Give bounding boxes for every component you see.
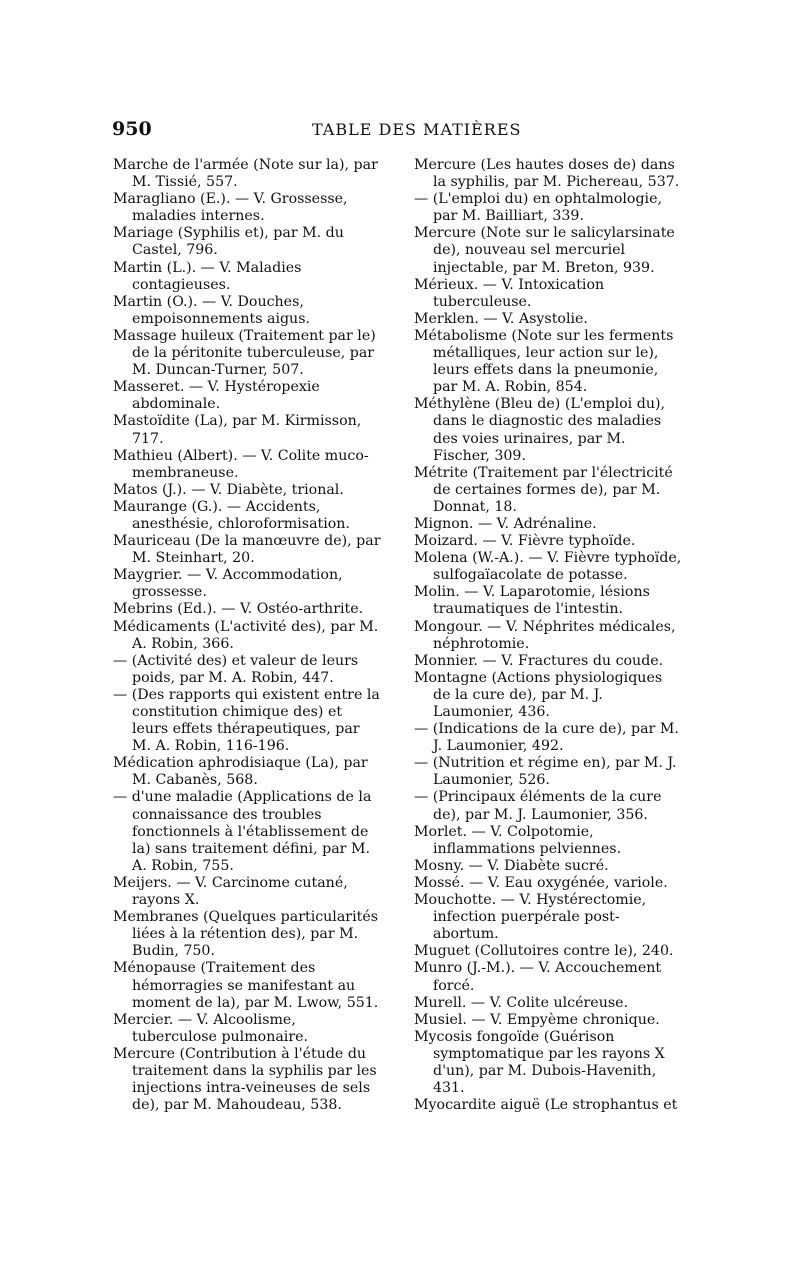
index-entry: Mauriceau (De la manœuvre de), par M. Steinhart, 20. [113, 533, 381, 567]
index-entry: Méthylène (Bleu de) (L'emploi du), dans le diagnostic des maladies des voies urinaires, par M. Fischer, 309. [414, 396, 665, 464]
index-entry: — d'une maladie (Applications de la connaissance des troubles fonctionnels à l'établissement de la) sans traitement défini, par M. A. Robin, 755. [113, 789, 372, 874]
index-entry: — (Des rapports qui existent entre la constitution chimique des) et leurs effets thérapeutiques, par M. A. Robin, 116-196. [113, 686, 380, 755]
index-column-right [414, 157, 682, 1114]
index-entry: Mongour. — V. Néphrites médicales, néphrotomie. [414, 618, 676, 652]
index-entry: Médication aphrodisiaque (La), par M. Cabanès, 568. [113, 755, 368, 789]
index-entry: — (L'emploi du) en ophtalmologie, par M. Bailliart, 339. [414, 191, 662, 225]
page-header [112, 118, 682, 142]
index-entry: Mycosis fongoïde (Guérison symptomatique par les rayons X d'un), par M. Dubois-Havenith, 431. [414, 1028, 665, 1097]
index-entry: Mouchotte. — V. Hystérectomie, infection puerpérale post-abortum. [414, 892, 647, 943]
index-entry: Médicaments (L'activité des), par M. A. Robin, 366. [113, 618, 379, 652]
index-entry: Mebrins (Ed.). — V. Ostéo-arthrite. [113, 601, 364, 618]
index-entry: Meijers. — V. Carcinome cutané, rayons X. [113, 874, 348, 909]
index-entry: Métrite (Traitement par l'électricité de certaines formes de), par M. Donnat, 18. [414, 464, 673, 515]
index-entry: Martin (O.). — V. Douches, empoisonnements aigus. [113, 293, 310, 327]
index-entry: Myocardite aiguë (Le strophantus et [414, 1097, 678, 1114]
index-entry: Mercure (Les hautes doses de) dans la syphilis, par M. Pichereau, 537. [414, 157, 680, 191]
index-entry: Mossé. — V. Eau oxygénée, variole. [414, 874, 668, 891]
index-entry: Morlet. — V. Colpotomie, inflammations pelviennes. [414, 823, 622, 857]
index-entry: Merklen. — V. Asystolie. [414, 310, 588, 327]
index-entry: Moizard. — V. Fièvre typhoïde. [414, 533, 636, 550]
index-entry: Muguet (Collutoires contre le), 240. [414, 943, 674, 960]
index-entry: — (Nutrition et régime en), par M. J. Laumonier, 526. [414, 755, 677, 789]
index-entry: — (Indications de la cure de), par M. J. Laumonier, 492. [414, 721, 679, 755]
index-entry: Mathieu (Albert). — V. Colite muco-membraneuse. [113, 447, 369, 481]
index-entry: Mosny. — V. Diabète sucré. [414, 857, 609, 874]
index-entry: Munro (J.-M.). — V. Accouchement forcé. [414, 960, 662, 994]
index-entry: Mastoïdite (La), par M. Kirmisson, 717. [113, 413, 362, 447]
index-entry: Maragliano (E.). — V. Grossesse, maladies internes. [113, 191, 348, 225]
index-entry: Maygrier. — V. Accommodation, grossesse. [113, 567, 343, 601]
index-entry: Molena (W.-A.). — V. Fièvre typhoïde, sulfogaïacolate de potasse. [414, 550, 682, 584]
index-entry: Mercier. — V. Alcoolisme, tuberculose pulmonaire. [113, 1011, 309, 1045]
running-title: TABLE DES MATIÈRES [312, 120, 522, 139]
index-column-left [113, 157, 381, 1114]
index-entry: Martin (L.). — V. Maladies contagieuses. [113, 259, 302, 293]
page-number: 950 [112, 118, 152, 140]
index-entry: Membranes (Quelques particularités liées à la rétention des), par M. Budin, 750. [113, 909, 379, 960]
index-entry: Matos (J.). — V. Diabète, trional. [113, 481, 344, 498]
index-entry: Murell. — V. Colite ulcéreuse. [414, 994, 629, 1011]
index-entry: Mignon. — V. Adrénaline. [414, 515, 597, 532]
index-entry: Musiel. — V. Empyème chronique. [414, 1011, 660, 1028]
index-entry: Massage huileux (Traitement par le) de la péritonite tuberculeuse, par M. Duncan-Turner, 507. [113, 327, 376, 379]
index-entry: Mérieux. — V. Intoxication tuberculeuse. [414, 276, 605, 310]
index-entry: Montagne (Actions physiologiques de la cure de), par M. J. Laumonier, 436. [414, 669, 663, 720]
index-entry: Mercure (Note sur le salicylarsinate de), nouveau sel mercuriel injectable, par M. Breton, 939. [414, 225, 675, 276]
index-entry: Maurange (G.). — Accidents, anesthésie, chloroformisation. [113, 498, 350, 532]
index-entry: — (Activité des) et valeur de leurs poids, par M. A. Robin, 447. [113, 652, 359, 686]
index-entry: Ménopause (Traitement des hémorragies se manifestant au moment de la), par M. Lwow, 551. [113, 960, 379, 1011]
index-entry: Mariage (Syphilis et), par M. du Castel, 796. [113, 225, 344, 259]
index-entry: Masseret. — V. Hystéropexie abdominale. [113, 379, 320, 413]
index-entry: Mercure (Contribution à l'étude du traitement dans la syphilis par les injections intra-veineuses de sels de), par M. Mahoudeau, 538. [113, 1045, 377, 1114]
index-entry: Métabolisme (Note sur les ferments métalliques, leur action sur le), leurs effets dans la pneumonie, par M. A. Robin, 854. [414, 327, 674, 396]
index-entry: Molin. — V. Laparotomie, lésions traumatiques de l'intestin. [414, 584, 650, 618]
index-entry: — (Principaux éléments de la cure de), par M. J. Laumonier, 356. [414, 789, 662, 823]
index-entry: Marche de l'armée (Note sur la), par M. Tissié, 557. [113, 157, 378, 191]
index-entry: Monnier. — V. Fractures du coude. [414, 652, 664, 669]
